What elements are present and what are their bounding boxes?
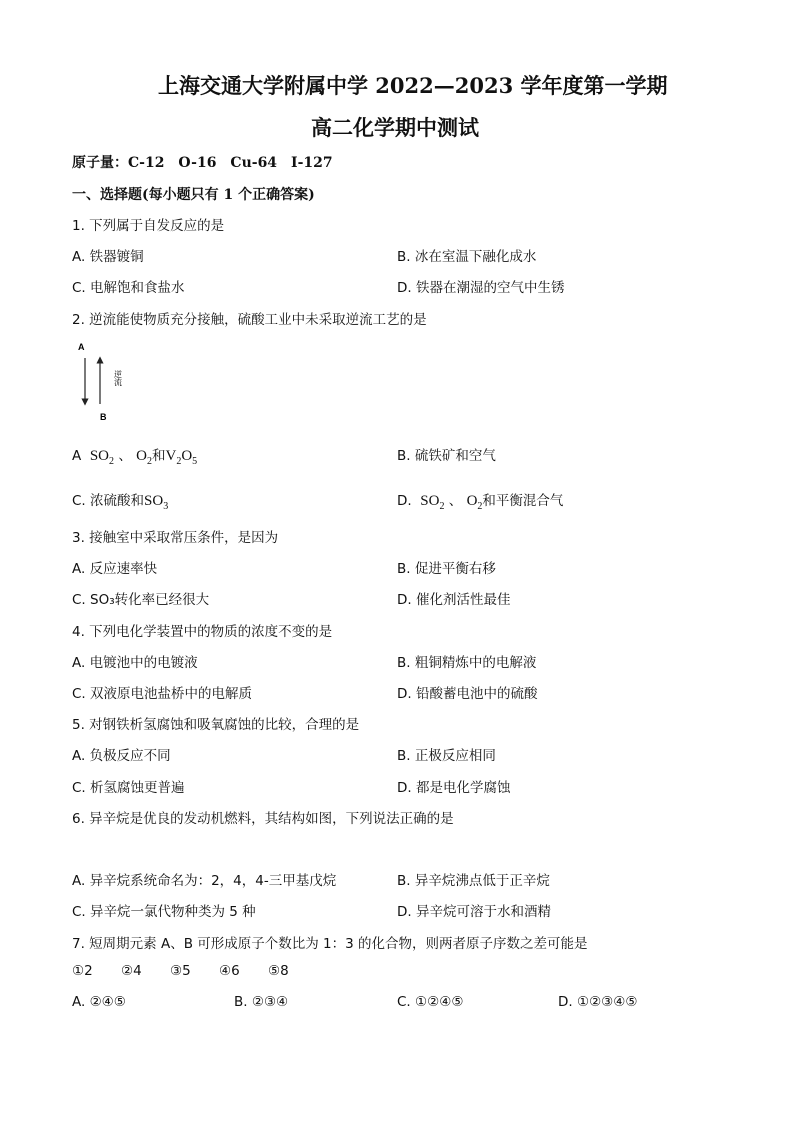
- question-3-option-d: D. 催化剂活性最佳: [397, 592, 511, 608]
- question-5-option-d: D. 都是电化学腐蚀: [397, 780, 511, 796]
- question-4-option-c: C. 双液原电池盐桥中的电解质: [72, 686, 253, 702]
- question-2-option-c: [72, 489, 168, 512]
- question-7-choice-4: ④6: [219, 963, 240, 979]
- question-5-option-a: A. 负极反应不同: [72, 748, 171, 764]
- question-3-option-c: C. SO₃转化率已经很大: [72, 592, 210, 608]
- question-2-stem: 2. 逆流能使物质充分接触，硫酸工业中未采取逆流工艺的是: [72, 312, 427, 328]
- question-4-option-d: D. 铅酸蓄电池中的硫酸: [397, 686, 538, 702]
- formula-o2: $O_2$: [466, 493, 483, 512]
- question-1-stem: 1. 下列属于自发反应的是: [72, 218, 225, 234]
- question-3-option-a: A. 反应速率快: [72, 561, 158, 577]
- question-1-option-d: D. 铁器在潮湿的空气中生锈: [397, 280, 565, 296]
- formula-o2: $O_2$: [136, 448, 152, 467]
- question-7-choice-5: ⑤8: [268, 963, 289, 979]
- atomic-mass-line: 原子量：C-12 O-16 Cu-64 I-127: [72, 155, 333, 171]
- question-4-option-b: B. 粗铜精炼中的电解液: [397, 655, 537, 671]
- question-7-option-b: B. ②③④: [234, 994, 289, 1010]
- question-5-option-b: B. 正极反应相同: [397, 748, 496, 764]
- question-2-option-d: [397, 489, 563, 512]
- question-1-option-b: B. 冰在室温下融化成水: [397, 249, 537, 265]
- question-6-stem: 6. 异辛烷是优良的发动机燃料，其结构如图，下列说法正确的是: [72, 811, 454, 827]
- question-2-option-b: B. 硫铁矿和空气: [397, 448, 496, 464]
- question-3-option-b: B. 促进平衡右移: [397, 561, 496, 577]
- exam-title: 上海交通大学附属中学 2022—2023 学年度第一学期: [158, 73, 668, 98]
- question-7-choice-2: ②4: [121, 963, 142, 979]
- question-4-option-a: A. 电镀池中的电镀液: [72, 655, 198, 671]
- option-c-prefix: C. 浓硫酸和: [72, 493, 145, 509]
- question-5-stem: 5. 对钢铁析氢腐蚀和吸氧腐蚀的比较，合理的是: [72, 717, 360, 733]
- question-1-option-c: C. 电解饱和食盐水: [72, 280, 185, 296]
- question-7-option-d: D. ①②③④⑤: [558, 994, 638, 1010]
- question-7-choice-1: ①2: [72, 963, 93, 979]
- question-6-option-a: A. 异辛烷系统命名为：2，4，4-三甲基戊烷: [72, 873, 337, 889]
- question-1-option-a: A. 铁器镀铜: [72, 249, 144, 265]
- option-a-and: 和: [151, 448, 166, 464]
- question-7-option-a: A. ②④⑤: [72, 994, 126, 1010]
- exam-subtitle: 高二化学期中测试: [311, 115, 479, 140]
- option-d-text: 和平衡混合气: [482, 493, 564, 509]
- option-d-prefix: D.: [397, 493, 412, 509]
- question-7-stem: 7. 短周期元素 A、B 可形成原子个数比为 1：3 的化合物，则两者原子序数之差可能是: [72, 936, 588, 952]
- question-6-option-b: B. 异辛烷沸点低于正辛烷: [397, 873, 550, 889]
- formula-so2: $SO_2$: [89, 448, 115, 467]
- question-7-choice-3: ③5: [170, 963, 191, 979]
- question-3-stem: 3. 接触室中采取常压条件，是因为: [72, 530, 279, 546]
- separator: 、: [118, 448, 132, 464]
- question-6-option-d: D. 异辛烷可溶于水和酒精: [397, 904, 551, 920]
- countercurrent-arrows-figure: [70, 340, 140, 430]
- figure-label-a: A: [78, 342, 85, 352]
- question-2-option-a: [72, 444, 197, 467]
- figure-label-b: B: [100, 412, 107, 422]
- formula-so2: $SO_2$: [420, 493, 445, 512]
- formula-v2o5: $V_2O_5$: [165, 448, 198, 467]
- question-7-option-c: C. ①②④⑤: [397, 994, 464, 1010]
- option-a-prefix: A: [72, 448, 82, 464]
- section-heading: 一、选择题(每小题只有 1 个正确答案): [72, 187, 315, 203]
- figure-label-side: 逆流: [113, 370, 123, 386]
- question-4-stem: 4. 下列电化学装置中的物质的浓度不变的是: [72, 624, 333, 640]
- question-6-option-c: C. 异辛烷一氯代物种类为 5 种: [72, 904, 256, 920]
- formula-so3: $SO_3$: [144, 493, 169, 512]
- question-5-option-c: C. 析氢腐蚀更普遍: [72, 780, 185, 796]
- separator: 、: [448, 493, 463, 509]
